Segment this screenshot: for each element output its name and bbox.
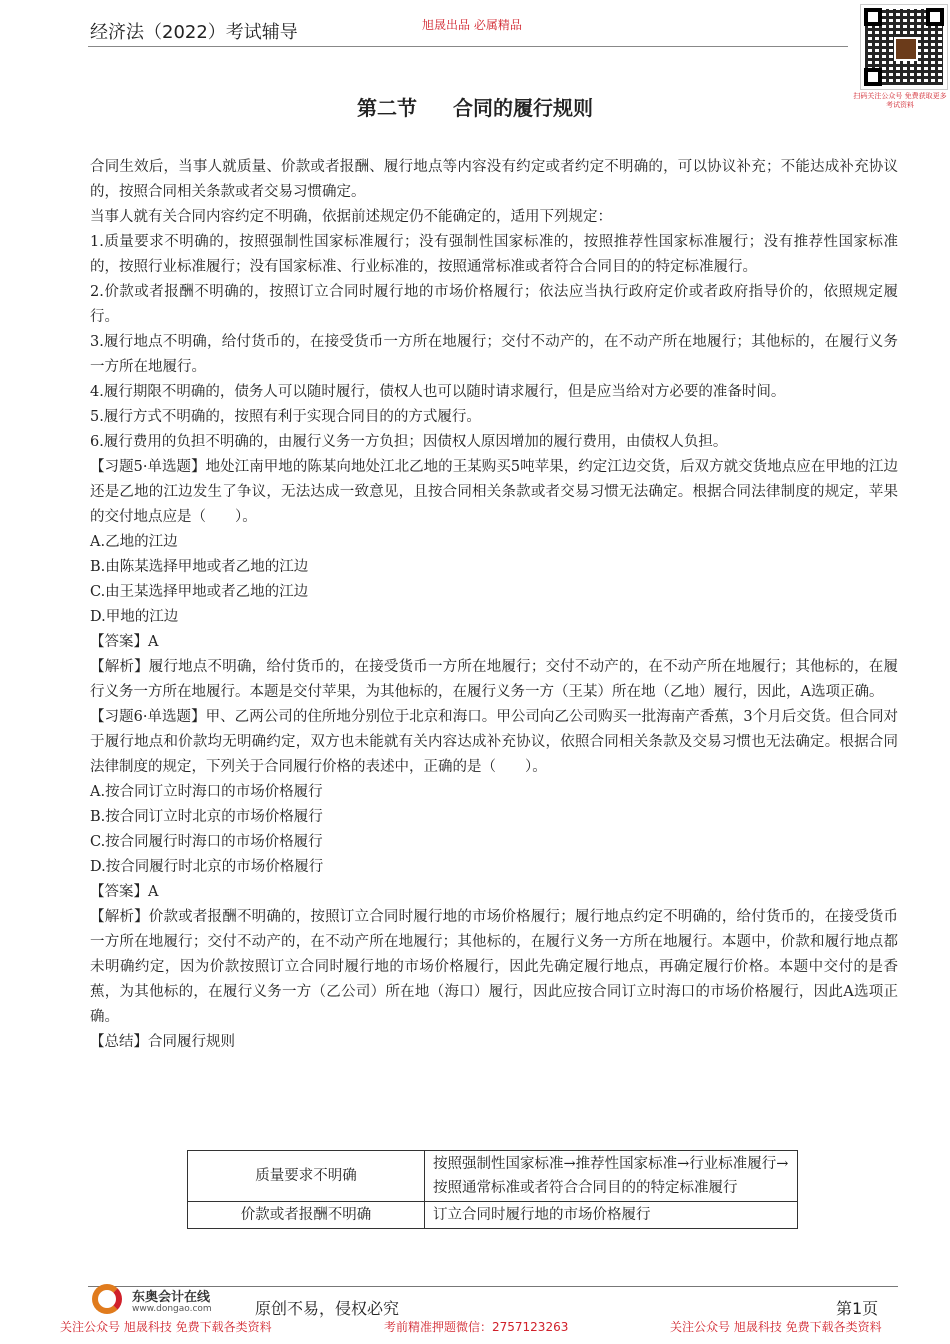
page-number: 第1页 [836, 1299, 879, 1318]
header-divider [88, 46, 848, 47]
section-title [0, 92, 950, 121]
qr-code-icon [860, 4, 948, 90]
exercise-option: D.按合同履行时北京的市场价格履行 [90, 859, 324, 875]
exercise-analysis: 【解析】履行地点不明确，给付货币的，在接受货币一方所在地履行；交付不动产的，在不动产所在地履行；其他标的，在履行义务一方所在地履行。本题是交付苹果，为其他标的，在履行义务一方（王某）所在地（乙地）履行，因此，A选项正确。 [90, 659, 898, 700]
exercise-option: A.乙地的江边 [90, 534, 178, 550]
logo-icon [92, 1284, 122, 1314]
summary-heading: 【总结】合同履行规则 [90, 1034, 235, 1050]
table-cell: 订立合同时履行地的市场价格履行 [425, 1202, 798, 1229]
table-row [188, 1202, 798, 1229]
exercise-answer: 【答案】A [90, 884, 159, 900]
rule-item: 6.履行费用的负担不明确的，由履行义务一方负担；因债权人原因增加的履行费用，由债权人负担。 [90, 434, 728, 450]
table-cell: 按照强制性国家标准→推荐性国家标准→行业标准履行→按照通常标准或者符合合同目的的特定标准履行 [425, 1151, 798, 1202]
book-title: 经济法（2022）考试辅导 [90, 22, 298, 43]
logo-name: 东奥会计在线 [132, 1290, 211, 1305]
rule-item: 4.履行期限不明确的，债务人可以随时履行，债权人也可以随时请求履行，但是应当给对方必要的准备时间。 [90, 384, 786, 400]
tagline: 旭晟出品 必属精品 [422, 18, 522, 32]
copyright-slogan: 原创不易，侵权必究 [255, 1299, 400, 1318]
rule-item: 5.履行方式不明确的，按照有利于实现合同目的的方式履行。 [90, 409, 481, 425]
exercise-option: B.由陈某选择甲地或者乙地的江边 [90, 559, 309, 575]
exercise-analysis: 【解析】价款或者报酬不明确的，按照订立合同时履行地的市场价格履行；履行地点约定不明确的，给付货币的，在接受货币一方所在地履行；交付不动产的，在不动产所在地履行；其他标的，在履行义务一方所在地履行。本题中，价款和履行地点都未明确约定，因为价款按照订立合同时履行地的市场价格履行，因此先确定履行地点，再确定履行价格。本题中交付的是香蕉，为其他标的，在履行义务一方（乙公司）所在地（海口）履行，因此应按合同订立时海口的市场价格履行，因此A选项正确。 [90, 909, 898, 1025]
document-body [90, 155, 898, 1055]
section-name: 合同的履行规则 [453, 96, 593, 120]
exercise-option: B.按合同订立时北京的市场价格履行 [90, 809, 323, 825]
footer-note-right: 关注公众号 旭晟科技 免费下载各类资料 [670, 1320, 882, 1334]
section-number: 第二节 [357, 96, 417, 120]
intro-paragraph: 合同生效后，当事人就质量、价款或者报酬、履行地点等内容没有约定或者约定不明确的，可以协议补充；不能达成补充协议的，按照合同相关条款或者交易习惯确定。 [90, 159, 898, 200]
qr-caption: 扫码关注公众号 免费获取更多考试资料 [853, 92, 947, 109]
table-row [188, 1151, 798, 1202]
logo-url: www.dongao.com [132, 1304, 212, 1314]
intro-paragraph: 当事人就有关合同内容约定不明确，依据前述规定仍不能确定的，适用下列规定： [90, 209, 612, 225]
table-cell: 质量要求不明确 [188, 1151, 425, 1202]
rule-item: 1.质量要求不明确的，按照强制性国家标准履行；没有强制性国家标准的，按照推荐性国家标准履行；没有推荐性国家标准的，按照行业标准履行；没有国家标准、行业标准的，按照通常标准或者符合合同目的的特定标准履行。 [90, 234, 898, 275]
footer-note-center: 考前精准押题微信：2757123263 [384, 1320, 569, 1334]
exercise-option: A.按合同订立时海口的市场价格履行 [90, 784, 323, 800]
qr-logo-icon [894, 37, 918, 61]
exercise-answer: 【答案】A [90, 634, 159, 650]
rule-item: 3.履行地点不明确，给付货币的，在接受货币一方所在地履行；交付不动产的，在不动产所在地履行；其他标的，在履行义务一方所在地履行。 [90, 334, 898, 375]
exercise-option: D.甲地的江边 [90, 609, 179, 625]
exercise-question: 【习题6·单选题】甲、乙两公司的住所地分别位于北京和海口。甲公司向乙公司购买一批海南产香蕉，3个月后交货。但合同对于履行地点和价款均无明确约定，双方也未能就有关内容达成补充协议，依照合同相关条款及交易习惯也无法确定。根据合同法律制度的规定，下列关于合同履行价格的表述中，正确的是（ ）。 [90, 709, 898, 775]
exercise-question: 【习题5·单选题】地处江南甲地的陈某向地处江北乙地的王某购买5吨苹果，约定江边交货，后双方就交货地点应在甲地的江边还是乙地的江边发生了争议，无法达成一致意见，且按合同相关条款或者交易习惯无法确定。根据合同法律制度的规定，苹果的交付地点应是（ ）。 [90, 459, 898, 525]
exercise-option: C.由王某选择甲地或者乙地的江边 [90, 584, 309, 600]
exercise-option: C.按合同履行时海口的市场价格履行 [90, 834, 323, 850]
table-cell: 价款或者报酬不明确 [188, 1202, 425, 1229]
footer-note-left: 关注公众号 旭晟科技 免费下载各类资料 [60, 1320, 272, 1334]
rule-item: 2.价款或者报酬不明确的，按照订立合同时履行地的市场价格履行；依法应当执行政府定价或者政府指导价的，依照规定履行。 [90, 284, 898, 325]
summary-table [187, 1150, 798, 1229]
